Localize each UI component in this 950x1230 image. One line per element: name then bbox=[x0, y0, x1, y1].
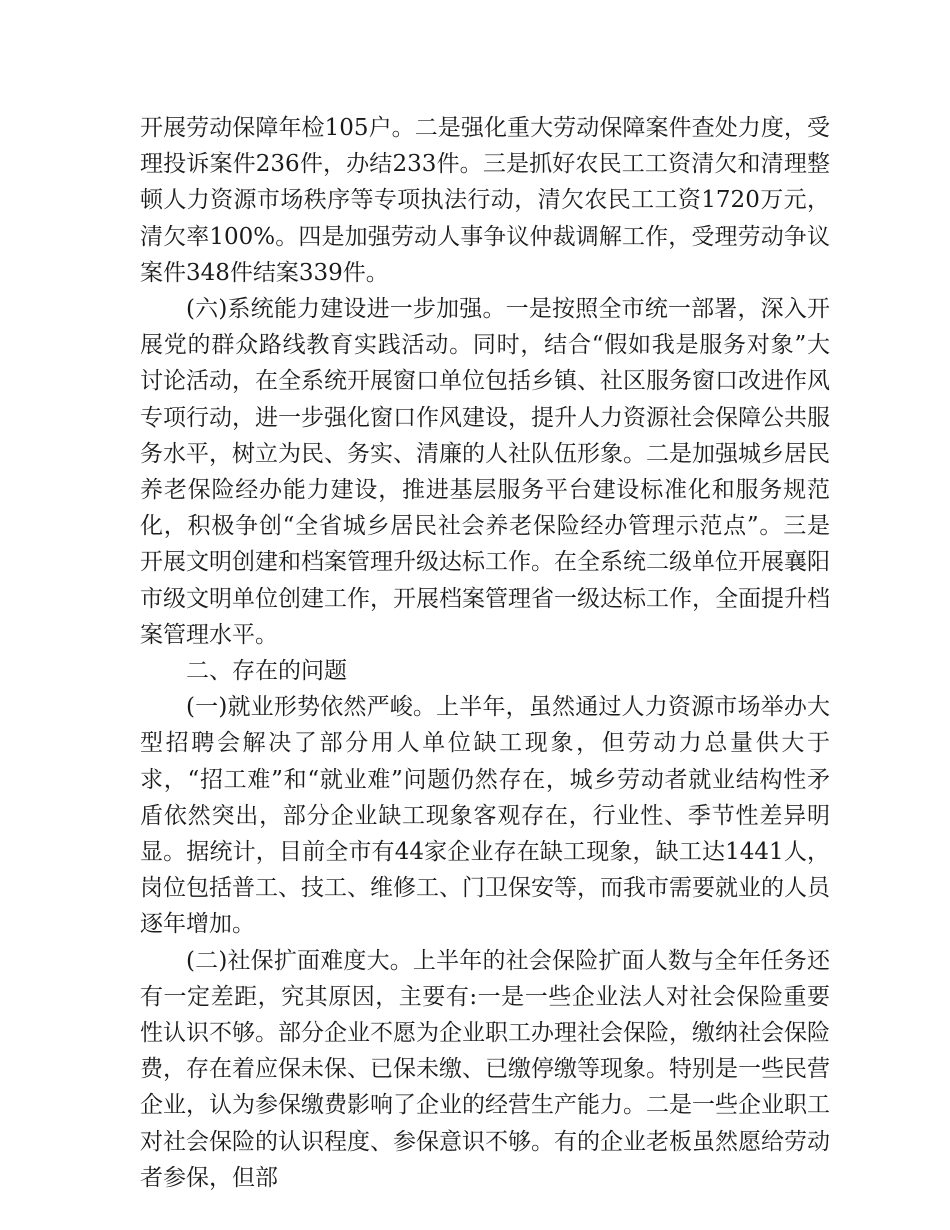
paragraph-labor-inspection: 开展劳动保障年检105户。二是强化重大劳动保障案件查处力度，受理投诉案件236件，办结233件。三是抓好农民工工资清欠和清理整顿人力资源市场秩序等专项执法行动，清欠农民工工资1720万元，清欠率100%。四是加强劳动人事争议仲裁调解工作，受理劳动争议案件348件结案339件。 bbox=[140, 115, 830, 286]
document-page bbox=[140, 110, 830, 1196]
paragraph-capacity-building: (六)系统能力建设进一步加强。一是按照全市统一部署，深入开展党的群众路线教育实践活动。同时，结合“假如我是服务对象”大讨论活动，在全系统开展窗口单位包括乡镇、社区服务窗口改进作风专项行动，进一步强化窗口作风建设，提升人力资源社会保障公共服务水平，树立为民、务实、清廉的人社队伍形象。二是加强城乡居民养老保险经办能力建设，推进基层服务平台建设标准化和服务规范化，积极争创“全省城乡居民社会养老保险经办管理示范点”。三是开展文明创建和档案管理升级达标工作。在全系统二级单位开展襄阳市级文明单位创建工作，开展档案管理省一级达标工作，全面提升档案管理水平。 bbox=[140, 296, 830, 648]
section-heading-existing-problems: 二、存在的问题 bbox=[186, 658, 347, 685]
paragraph-social-insurance-expansion: (二)社保扩面难度大。上半年的社会保险扩面人数与全年任务还有一定差距，究其原因，主要有:一是一些企业法人对社会保险重要性认识不够。部分企业不愿为企业职工办理社会保险，缴纳社会保险费，存在着应保未保、已保未缴、已缴停缴等现象。特别是一些民营企业，认为参保缴费影响了企业的经营生产能力。二是一些企业职工对社会保险的认识程度、参保意识不够。有的企业老板虽然愿给劳动者参保，但部 bbox=[140, 947, 830, 1191]
paragraph-employment-situation: (一)就业形势依然严峻。上半年，虽然通过人力资源市场举办大型招聘会解决了部分用人单位缺工现象，但劳动力总量供大于求，“招工难”和“就业难”问题仍然存在，城乡劳动者就业结构性矛盾依然突出，部分企业缺工现象客观存在，行业性、季节性差异明显。据统计，目前全市有44家企业存在缺工现象，缺工达1441人，岗位包括普工、技工、维修工、门卫保安等，而我市需要就业的人员逐年增加。 bbox=[140, 694, 830, 938]
